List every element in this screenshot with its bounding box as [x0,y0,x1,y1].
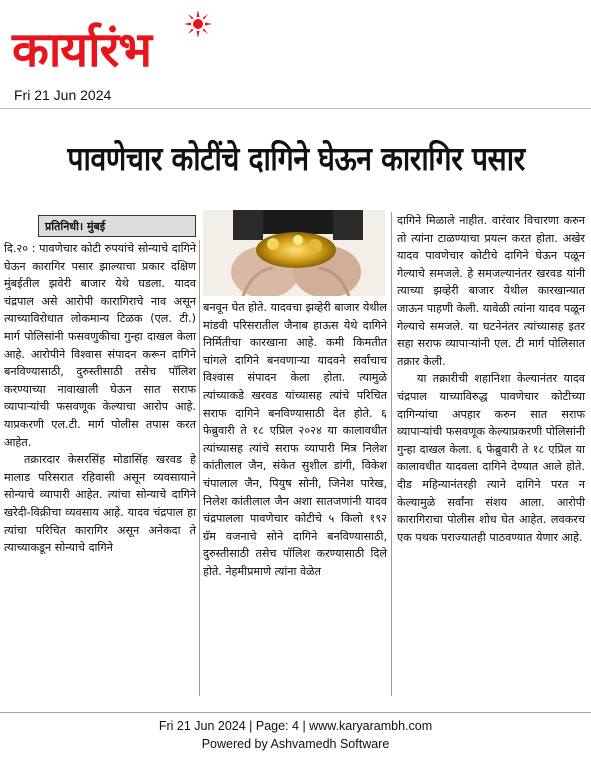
article-column-1 [4,240,196,557]
gold-jewellery-image [203,210,385,296]
column-3-paragraph-1: दागिने मिळाले नाहीत. वारंवार विचारणा करुन तो त्यांना टाळण्याचा प्रयत्न करत होता. अखेर यादव पावणेचार कोटीचे दागिने घेऊन पळून गेल्याचे समजले. हे समजल्यानंतर खरवड यांनी त्याच्या झव्हेरी बाजार येथील कारखान्यात जाऊन पाहणी केली. यावेळी त्यांना यादव पळून गेल्याचे समजले. या घटनेनंतर त्यांच्यासह इतर सहा सराफ व्यापाऱ्यांनी एल. टी मार्ग पोलिसात तक्रार केली. [397,214,585,368]
sun-icon [184,10,212,38]
article-headline: पावणेचार कोटींचे दागिने घेऊन कारागिर पसार [67,139,525,178]
article-photo [203,210,385,296]
newspaper-logo [8,6,213,84]
article-column-3 [397,212,585,546]
footer-powered-by: Powered by Ashvamedh Software [201,737,390,751]
column-2-paragraph-1: बनवून घेत होते. यादवचा झव्हेरी बाजार येथील मांडवी परिसरातील जैनाब हाऊस येथे दागिने निर्मितीचा कारखाना आहे. कमी किमतीत चांगले दागिने बनवणाऱ्या यादवने सर्वांचाच विश्वास संपादन केला होता. त्यामुळे त्यांच्याकडे खरवड यांच्यासह त्यांचे परिचित सराफ दागिने बनविण्यासाठी देत होते. ६ फेब्रुवारी ते १८ एप्रिल २०२४ या कालावधीत त्यांच्यासह त्यांचे सराफ व्यापारी मित्र निलेश कांतीलाल जैन, संकेत सुशील डांगी, विकेश चंपालाल जैन, पियुष सोनी, जिनेश पारेख, निलेश कांतीलाल जैन अशा सातजणांनी यादव चंद्रपालला पावणेचार कोटीचे ५ किलो १९२ ग्रॅम वजनाचे सोने दागिने बनविण्यासाठी, दुरुस्तीसाठी तसेच पॉलिश करण्यासाठी दिले होते. नेहमीप्रमाणे त्यांना वेळेत [203,301,387,578]
logo-text: कार्यारंभ [12,22,151,78]
article-column-2 [203,299,387,581]
column-1-paragraph-1: दि.२० : पावणेचार कोटी रुपयांचे सोन्याचे दागिने घेऊन कारागिर पसार झाल्याचा प्रकार दक्षिण मुंबईतील झवेरी बाजार येथे घडला. यादव चंद्रपाल असे आरोपी कारागिराचे नाव असून त्याच्याविरोधात लोकमान्य टिळक (एल. टी.) मार्ग पोलिसांनी फसवणुकीचा गुन्हा दाखल केला आहे. आरोपीने विश्वास संपादन करून दागिने बनविण्यासाठी, दुरुस्तीसाठी तसेच पॉलिश करण्याच्या नावाखाली घेऊन सात सराफ व्यापाऱ्यांची फसवणूक केल्याचा आरोप आहे. याप्रकरणी एल.टी. मार्ग पोलीस तपास करत आहेत. [4,242,196,449]
page-footer [0,712,591,753]
issue-date: Fri 21 Jun 2024 [14,87,112,103]
column-3-paragraph-2: या तक्रारीची शहानिशा केल्यानंतर यादव चंद्रपाल याच्याविरुद्ध पावणेचार कोटीच्या दागिन्यांचा अपहार करुन सात सराफ व्यापाऱ्यांची फसवणूक केल्याप्रकरणी पोलिसांनी गुन्हा दाखल केला. ६ फेब्रुवारी ते १८ एप्रिल या कालावधीत यादवला दागिने देण्यात आले होते. दीड महिन्यानंतरही त्याने दागिने परत न केल्यामुळे सर्वांना संशय आला. आरोपी कारागिराचा पोलीस शोध घेत आहेत. लवकरच एक पथक पराज्यातही पाठवण्यात येणार आहे. [397,372,585,544]
article-byline: प्रतिनिधी। मुंबई [38,215,196,237]
column-divider [391,212,392,696]
column-divider [199,240,200,696]
column-1-paragraph-2: तक्रारदार केसरसिंह मोडासिंह खरवड हे मालाड परिसरात रहिवासी असून व्यवसायाने सोन्याचे व्यापारी आहेत. त्यांचा सोन्याचे दागिने खरेदी-विक्रीचा व्यवसाय आहे. यादव चंद्रपाल हा त्यांचा परिचित कारागिर असून अनेकदा ते त्याच्याकडून सोन्याचे दागिने [4,453,196,555]
footer-page-info: Fri 21 Jun 2024 | Page: 4 | www.karyarambh.com [158,719,433,733]
